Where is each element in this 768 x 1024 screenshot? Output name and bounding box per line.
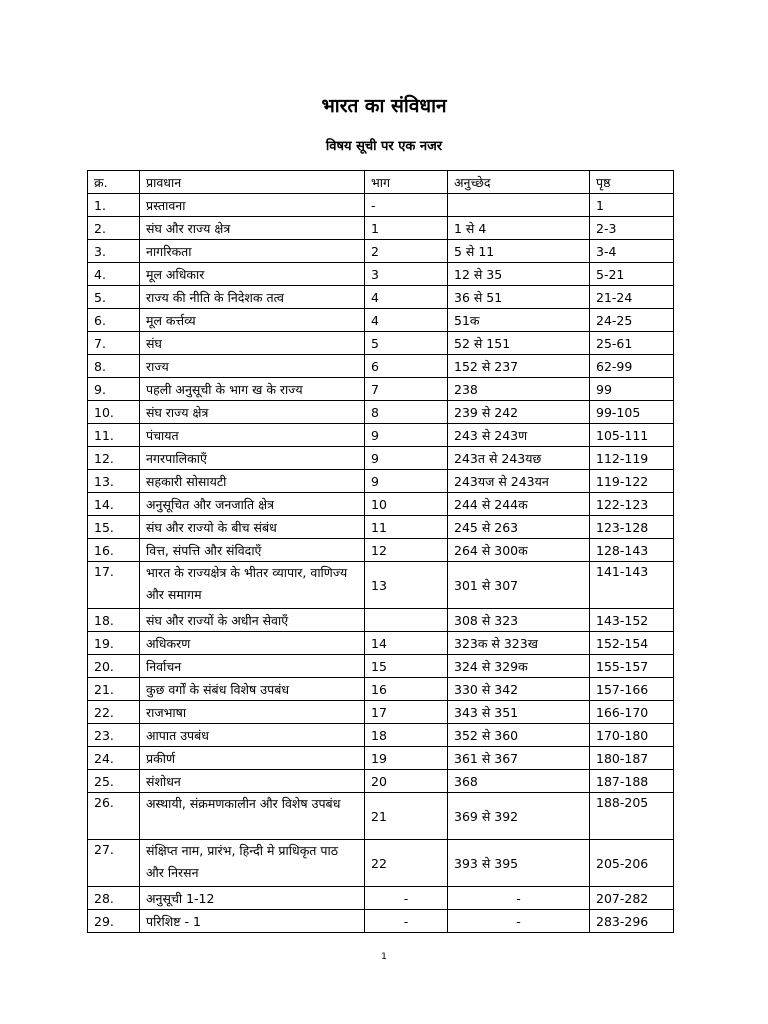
cell-serial: 4.	[88, 263, 140, 286]
cell-serial: 14.	[88, 493, 140, 516]
table-row	[88, 286, 674, 309]
cell-page: 155-157	[590, 655, 674, 678]
cell-provision: राज्य	[140, 355, 365, 378]
cell-provision: सहकारी सोसायटी	[140, 470, 365, 493]
cell-articles: 245 से 263	[448, 516, 590, 539]
cell-articles: 152 से 237	[448, 355, 590, 378]
cell-serial: 22.	[88, 701, 140, 724]
cell-part: 3	[365, 263, 448, 286]
cell-provision: प्रकीर्ण	[140, 747, 365, 770]
cell-provision: प्रस्तावना	[140, 194, 365, 217]
table-row	[88, 332, 674, 355]
cell-serial: 3.	[88, 240, 140, 263]
table-row	[88, 910, 674, 933]
cell-page: 180-187	[590, 747, 674, 770]
cell-provision: संघ और राज्यों के अधीन सेवाएँ	[140, 609, 365, 632]
cell-provision: संक्षिप्त नाम, प्रारंभ, हिन्दी मे प्राधिकृत पाठ और निरसन	[140, 840, 365, 887]
cell-provision: पहली अनुसूची के भाग ख के राज्य	[140, 378, 365, 401]
cell-serial: 18.	[88, 609, 140, 632]
cell-articles: 12 से 35	[448, 263, 590, 286]
cell-serial: 21.	[88, 678, 140, 701]
cell-serial: 11.	[88, 424, 140, 447]
header-serial: क्र.	[88, 171, 140, 194]
cell-part: 5	[365, 332, 448, 355]
cell-serial: 1.	[88, 194, 140, 217]
cell-serial: 5.	[88, 286, 140, 309]
cell-provision: मूल कर्त्तव्य	[140, 309, 365, 332]
cell-serial: 15.	[88, 516, 140, 539]
cell-serial: 28.	[88, 887, 140, 910]
cell-articles: 393 से 395	[448, 840, 590, 887]
cell-page: 152-154	[590, 632, 674, 655]
cell-articles: 244 से 244क	[448, 493, 590, 516]
cell-part: 6	[365, 355, 448, 378]
cell-page: 2-3	[590, 217, 674, 240]
cell-articles: 5 से 11	[448, 240, 590, 263]
cell-serial: 29.	[88, 910, 140, 933]
cell-serial: 9.	[88, 378, 140, 401]
cell-articles: 368	[448, 770, 590, 793]
cell-page: 166-170	[590, 701, 674, 724]
cell-articles: 1 से 4	[448, 217, 590, 240]
cell-provision: निर्वाचन	[140, 655, 365, 678]
cell-articles: 51क	[448, 309, 590, 332]
cell-serial: 6.	[88, 309, 140, 332]
cell-provision: संघ और राज्यो के बीच संबंध	[140, 516, 365, 539]
cell-serial: 16.	[88, 539, 140, 562]
cell-part: 20	[365, 770, 448, 793]
table-row	[88, 562, 674, 609]
cell-page: 123-128	[590, 516, 674, 539]
table-row	[88, 609, 674, 632]
cell-part: 4	[365, 286, 448, 309]
cell-articles: 243 से 243ण	[448, 424, 590, 447]
cell-articles: 243त से 243यछ	[448, 447, 590, 470]
header-page: पृष्ठ	[590, 171, 674, 194]
cell-page: 188-205	[590, 793, 674, 840]
table-row	[88, 701, 674, 724]
cell-page: 119-122	[590, 470, 674, 493]
cell-provision: संघ राज्य क्षेत्र	[140, 401, 365, 424]
table-row	[88, 470, 674, 493]
cell-provision: नागरिकता	[140, 240, 365, 263]
cell-page: 62-99	[590, 355, 674, 378]
cell-serial: 17.	[88, 562, 140, 609]
cell-provision: अनुसूचित और जनजाति क्षेत्र	[140, 493, 365, 516]
cell-part: 4	[365, 309, 448, 332]
table-row	[88, 770, 674, 793]
table-header-row	[88, 171, 674, 194]
cell-articles: 361 से 367	[448, 747, 590, 770]
cell-serial: 25.	[88, 770, 140, 793]
cell-provision: संघ	[140, 332, 365, 355]
document-title: भारत का संविधान	[321, 95, 447, 117]
cell-serial: 13.	[88, 470, 140, 493]
cell-page: 21-24	[590, 286, 674, 309]
table-row	[88, 724, 674, 747]
cell-provision: परिशिष्ट - 1	[140, 910, 365, 933]
cell-provision: अस्थायी, संक्रमणकालीन और विशेष उपबंध	[140, 793, 365, 840]
cell-serial: 19.	[88, 632, 140, 655]
table-row	[88, 355, 674, 378]
cell-provision: वित्त, संपत्ति और संविदाएँ	[140, 539, 365, 562]
table-row	[88, 516, 674, 539]
cell-part: 21	[365, 793, 448, 840]
cell-provision: नगरपालिकाएँ	[140, 447, 365, 470]
cell-serial: 7.	[88, 332, 140, 355]
table-row	[88, 424, 674, 447]
cell-articles: 239 से 242	[448, 401, 590, 424]
cell-part: -	[365, 887, 448, 910]
table-row	[88, 194, 674, 217]
cell-part: 2	[365, 240, 448, 263]
cell-part: 10	[365, 493, 448, 516]
cell-page: 99-105	[590, 401, 674, 424]
cell-page: 187-188	[590, 770, 674, 793]
cell-part: 9	[365, 470, 448, 493]
cell-part: 17	[365, 701, 448, 724]
cell-page: 170-180	[590, 724, 674, 747]
cell-provision: कुछ वर्गों के संबंध विशेष उपबंध	[140, 678, 365, 701]
cell-page: 128-143	[590, 539, 674, 562]
table-row	[88, 309, 674, 332]
cell-part: 8	[365, 401, 448, 424]
cell-serial: 8.	[88, 355, 140, 378]
cell-page: 1	[590, 194, 674, 217]
cell-page: 3-4	[590, 240, 674, 263]
table-row	[88, 793, 674, 840]
cell-articles	[448, 194, 590, 217]
cell-articles: 36 से 51	[448, 286, 590, 309]
header-provision: प्रावधान	[140, 171, 365, 194]
cell-serial: 12.	[88, 447, 140, 470]
cell-serial: 23.	[88, 724, 140, 747]
cell-part	[365, 609, 448, 632]
table-row	[88, 447, 674, 470]
cell-serial: 2.	[88, 217, 140, 240]
cell-articles: 308 से 323	[448, 609, 590, 632]
cell-serial: 24.	[88, 747, 140, 770]
table-row	[88, 632, 674, 655]
cell-articles: 238	[448, 378, 590, 401]
table-row	[88, 840, 674, 887]
table-row	[88, 263, 674, 286]
table-row	[88, 378, 674, 401]
cell-articles: 352 से 360	[448, 724, 590, 747]
cell-serial: 20.	[88, 655, 140, 678]
cell-serial: 26.	[88, 793, 140, 840]
cell-page: 5-21	[590, 263, 674, 286]
page-number: 1	[381, 952, 387, 962]
cell-articles: -	[448, 887, 590, 910]
header-part: भाग	[365, 171, 448, 194]
cell-provision: आपात उपबंध	[140, 724, 365, 747]
cell-part: -	[365, 910, 448, 933]
table-row	[88, 240, 674, 263]
table-row	[88, 493, 674, 516]
document-subtitle: विषय सूची पर एक नजर	[325, 139, 443, 154]
cell-page: 112-119	[590, 447, 674, 470]
cell-articles: 330 से 342	[448, 678, 590, 701]
cell-provision: संघ और राज्य क्षेत्र	[140, 217, 365, 240]
cell-part: 16	[365, 678, 448, 701]
cell-articles: 243यज से 243यन	[448, 470, 590, 493]
table-row	[88, 539, 674, 562]
cell-provision: भारत के राज्यक्षेत्र के भीतर व्यापार, वाणिज्य और समागम	[140, 562, 365, 609]
cell-part: -	[365, 194, 448, 217]
header-articles: अनुच्छेद	[448, 171, 590, 194]
cell-page: 283-296	[590, 910, 674, 933]
cell-page: 25-61	[590, 332, 674, 355]
cell-part: 13	[365, 562, 448, 609]
cell-part: 19	[365, 747, 448, 770]
cell-articles: 264 से 300क	[448, 539, 590, 562]
cell-part: 15	[365, 655, 448, 678]
cell-provision: पंचायत	[140, 424, 365, 447]
cell-page: 141-143	[590, 562, 674, 609]
cell-part: 18	[365, 724, 448, 747]
cell-page: 157-166	[590, 678, 674, 701]
cell-page: 143-152	[590, 609, 674, 632]
cell-articles: 301 से 307	[448, 562, 590, 609]
cell-part: 9	[365, 447, 448, 470]
table-row	[88, 887, 674, 910]
cell-page: 24-25	[590, 309, 674, 332]
table-row	[88, 217, 674, 240]
cell-provision: अधिकरण	[140, 632, 365, 655]
cell-articles: -	[448, 910, 590, 933]
cell-part: 7	[365, 378, 448, 401]
cell-part: 1	[365, 217, 448, 240]
table-row	[88, 747, 674, 770]
cell-part: 22	[365, 840, 448, 887]
cell-part: 9	[365, 424, 448, 447]
cell-page: 205-206	[590, 840, 674, 887]
cell-provision: राज्य की नीति के निदेशक तत्व	[140, 286, 365, 309]
cell-provision: अनुसूची 1-12	[140, 887, 365, 910]
contents-table	[87, 170, 674, 933]
table-row	[88, 401, 674, 424]
cell-articles: 52 से 151	[448, 332, 590, 355]
table-row	[88, 655, 674, 678]
cell-provision: मूल अधिकार	[140, 263, 365, 286]
cell-page: 207-282	[590, 887, 674, 910]
cell-page: 99	[590, 378, 674, 401]
cell-articles: 343 से 351	[448, 701, 590, 724]
cell-part: 14	[365, 632, 448, 655]
cell-part: 11	[365, 516, 448, 539]
cell-articles: 323क से 323ख	[448, 632, 590, 655]
table-row	[88, 678, 674, 701]
cell-part: 12	[365, 539, 448, 562]
cell-articles: 369 से 392	[448, 793, 590, 840]
cell-provision: राजभाषा	[140, 701, 365, 724]
cell-provision: संशोधन	[140, 770, 365, 793]
cell-page: 105-111	[590, 424, 674, 447]
cell-articles: 324 से 329क	[448, 655, 590, 678]
cell-serial: 10.	[88, 401, 140, 424]
cell-serial: 27.	[88, 840, 140, 887]
cell-page: 122-123	[590, 493, 674, 516]
